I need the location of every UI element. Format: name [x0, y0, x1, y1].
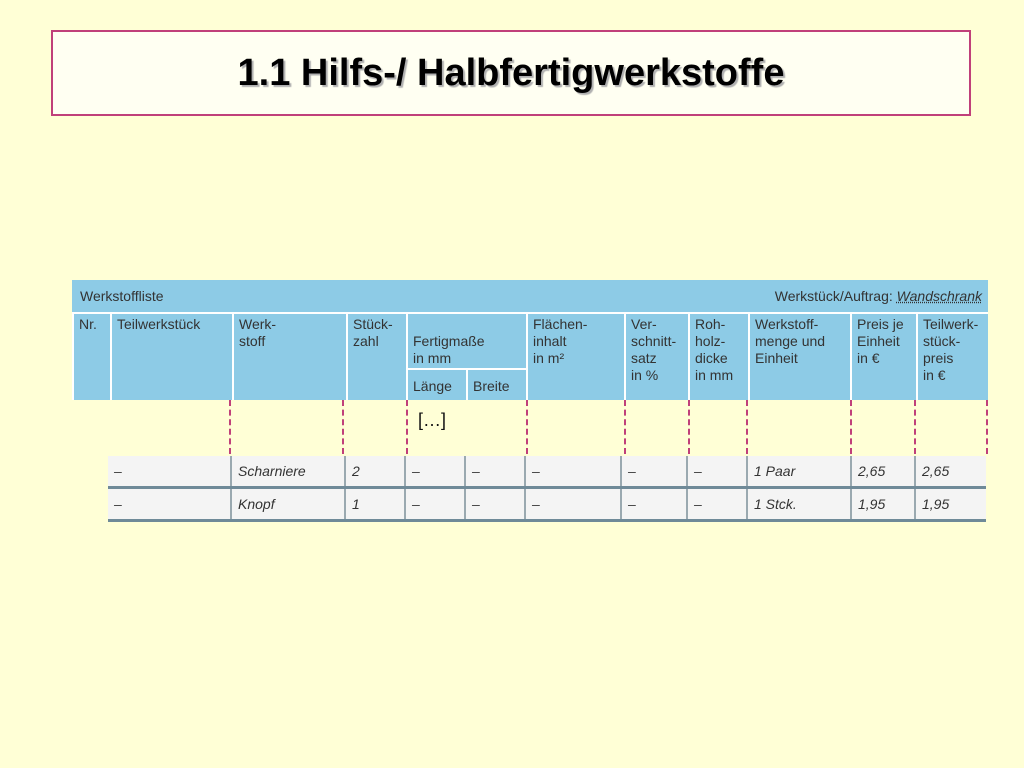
subcolumn-breite: Breite [466, 368, 526, 400]
column-header-werkstoff: Werk- stoff [232, 312, 346, 400]
table-cell-stueckzahl: 1 [344, 489, 404, 519]
column-header-rohholzdicke: Roh- holz- dicke in mm [688, 312, 748, 400]
column-header-flaecheninhalt: Flächen- inhalt in m² [526, 312, 624, 400]
dashed-divider [406, 400, 408, 454]
table-cell-verschnittsatz: – [620, 489, 686, 519]
order-value: Wandschrank [896, 288, 982, 304]
dashed-divider [342, 400, 344, 454]
column-header-nr: Nr. [72, 312, 110, 400]
column-header-verschnittsatz: Ver- schnitt- satz in % [624, 312, 688, 400]
table-cell-verschnittsatz: – [620, 456, 686, 486]
order-info [775, 288, 982, 304]
table-cell-teilwerkstueckpreis: 2,65 [914, 456, 986, 486]
column-header-teilwerkstueckpreis: Teilwerk- stück- preis in € [916, 312, 988, 400]
table-cell-rohholzdicke: – [686, 489, 746, 519]
dashed-divider [986, 400, 988, 454]
omission-marker: […] [418, 410, 447, 430]
table-cell-teilwerkstueckpreis: 1,95 [914, 489, 986, 519]
column-header-werkstoffmenge: Werkstoff- menge und Einheit [748, 312, 850, 400]
table-cell-flaecheninhalt: – [524, 456, 620, 486]
slide-title: 1.1 Hilfs-/ Halbfertigwerkstoffe [237, 51, 785, 94]
fertigmasse-label: Fertigmaße in mm [413, 333, 485, 366]
table-cell-werkstoff: Knopf [230, 489, 344, 519]
table-cell-werkstoff: Scharniere [230, 456, 344, 486]
column-header-teilwerkstueck: Teilwerkstück [110, 312, 232, 400]
dashed-divider [688, 400, 690, 454]
dashed-divider [229, 400, 231, 454]
dashed-divider [526, 400, 528, 454]
table-cell-stueckzahl: 2 [344, 456, 404, 486]
material-list-header [72, 280, 988, 400]
dashed-divider [914, 400, 916, 454]
table-cell-breite: – [464, 489, 524, 519]
table-cell-laenge: – [404, 489, 464, 519]
table-cell-rohholzdicke: – [686, 456, 746, 486]
table-cell-preis-einheit: 1,95 [850, 489, 914, 519]
material-list-rows [108, 456, 986, 520]
table-cell-flaecheninhalt: – [524, 489, 620, 519]
dashed-divider [850, 400, 852, 454]
column-header-preis-einheit: Preis je Einheit in € [850, 312, 916, 400]
table-cell-werkstoffmenge: 1 Paar [746, 456, 850, 486]
list-label: Werkstoffliste [80, 288, 164, 304]
table-cell-laenge: – [404, 456, 464, 486]
table-cell-nr: – [114, 496, 122, 512]
table-row [108, 489, 986, 522]
table-cell-preis-einheit: 2,65 [850, 456, 914, 486]
column-header-stueckzahl: Stück- zahl [346, 312, 406, 400]
order-label: Werkstück/Auftrag: [774, 288, 893, 304]
dashed-divider [746, 400, 748, 454]
title-box [51, 30, 971, 116]
table-cell-nr: – [114, 463, 122, 479]
table-cell-breite: – [464, 456, 524, 486]
dashed-divider [624, 400, 626, 454]
header-top-row [72, 280, 988, 314]
table-cell-werkstoffmenge: 1 Stck. [746, 489, 850, 519]
subcolumn-laenge: Länge [408, 368, 466, 400]
table-row [108, 456, 986, 489]
